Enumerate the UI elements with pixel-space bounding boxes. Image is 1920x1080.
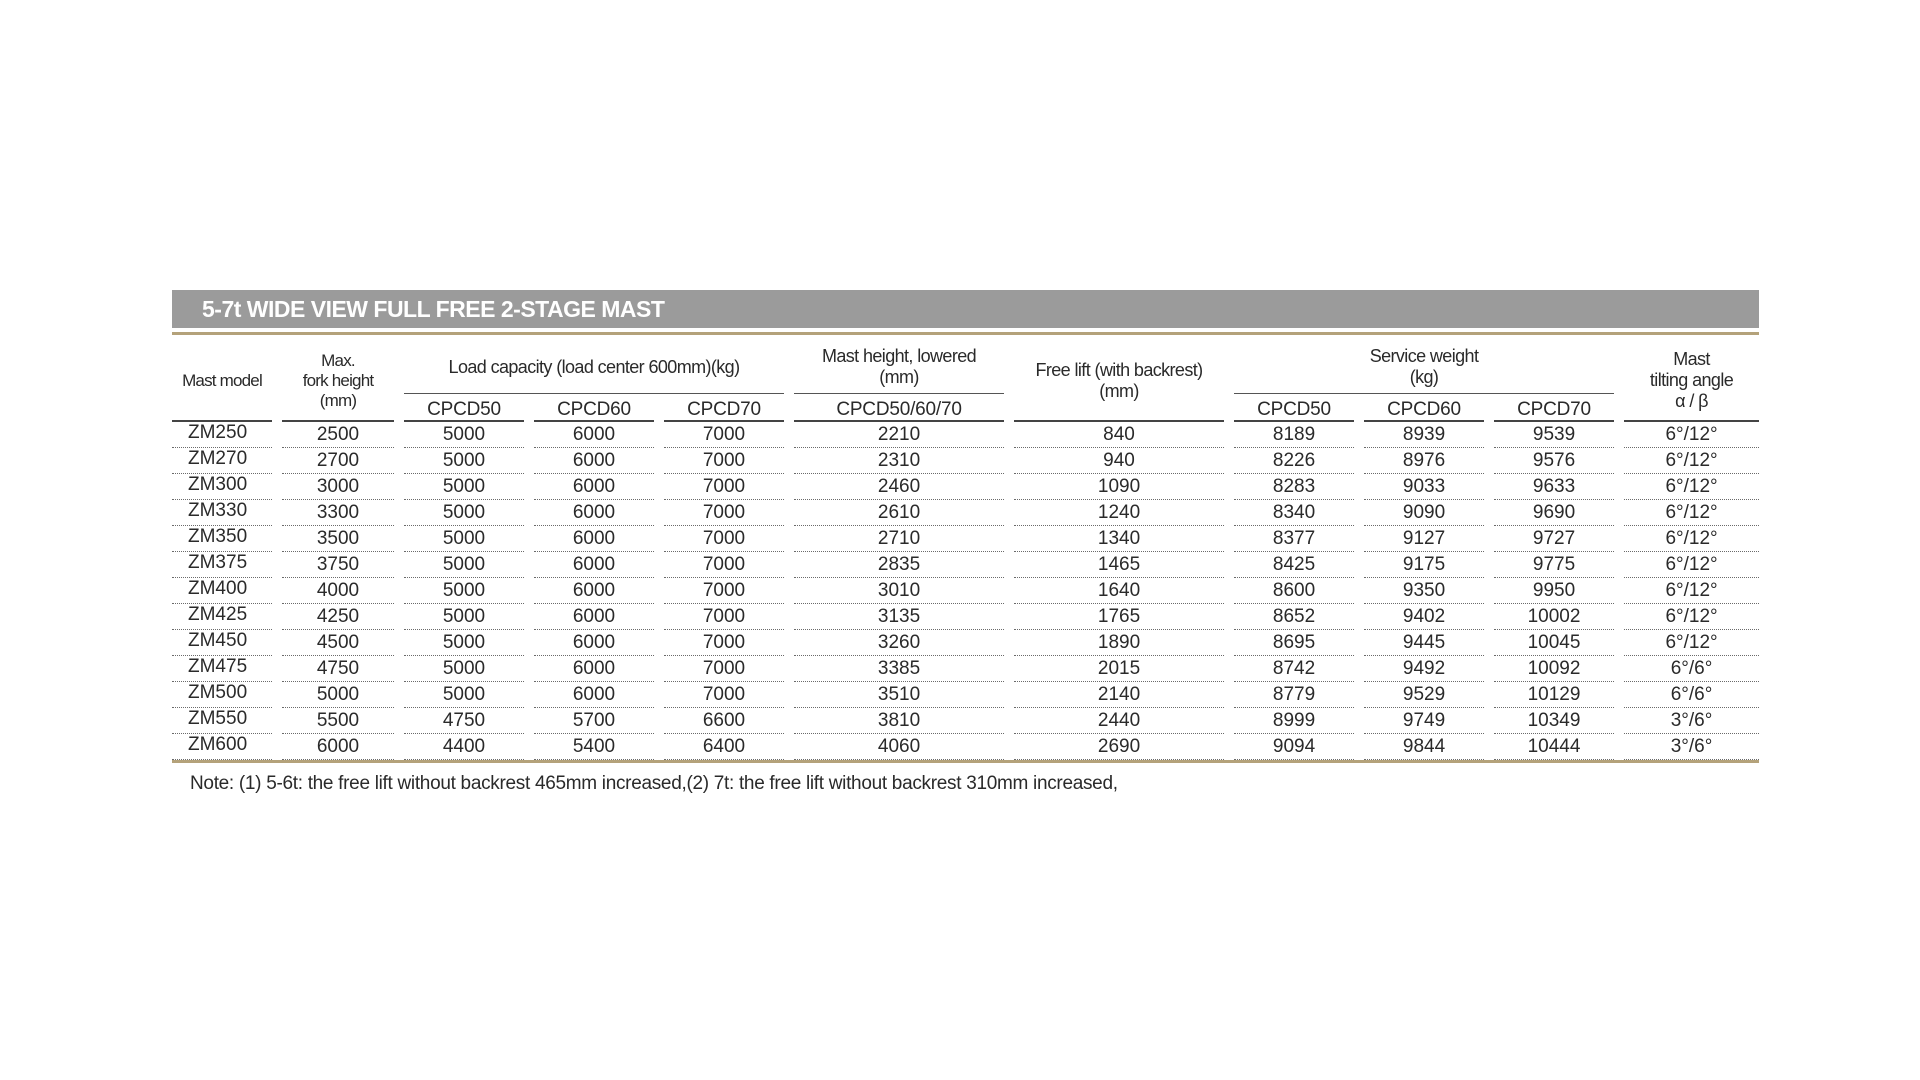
cell-free-lift: 1465: [1014, 552, 1224, 578]
cell-weight-cpcd60: 8976: [1364, 448, 1484, 474]
cell-mast-model: ZM330: [172, 500, 272, 526]
cell-weight-cpcd70: 9690: [1494, 500, 1614, 526]
table-title: 5-7t WIDE VIEW FULL FREE 2-STAGE MAST: [172, 290, 1759, 328]
cell-max-fork-height: 5000: [282, 682, 394, 708]
cell-tilt-angle: 6°/12°: [1624, 630, 1759, 656]
cell-mast-height-lowered: 2710: [794, 526, 1004, 552]
cell-tilt-angle: 6°/12°: [1624, 604, 1759, 630]
cell-load-cpcd70: 6400: [664, 734, 784, 760]
header-max-fork-height: Max. fork height (mm): [282, 335, 394, 422]
cell-weight-cpcd50: 8652: [1234, 604, 1354, 630]
cell-max-fork-height: 2500: [282, 422, 394, 448]
cell-load-cpcd70: 7000: [664, 552, 784, 578]
cell-mast-model: ZM450: [172, 630, 272, 656]
cell-mast-height-lowered: 2210: [794, 422, 1004, 448]
cell-tilt-angle: 6°/6°: [1624, 682, 1759, 708]
cell-weight-cpcd70: 9950: [1494, 578, 1614, 604]
spec-sheet: [172, 290, 1759, 795]
cell-mast-model: ZM350: [172, 526, 272, 552]
cell-load-cpcd60: 6000: [534, 682, 654, 708]
cell-max-fork-height: 4250: [282, 604, 394, 630]
header-row-sub: [172, 394, 1759, 422]
cell-weight-cpcd70: 9633: [1494, 474, 1614, 500]
cell-load-cpcd50: 5000: [404, 682, 524, 708]
cell-free-lift: 1240: [1014, 500, 1224, 526]
cell-weight-cpcd60: 9175: [1364, 552, 1484, 578]
cell-weight-cpcd60: 9529: [1364, 682, 1484, 708]
cell-weight-cpcd70: 9727: [1494, 526, 1614, 552]
cell-tilt-angle: 6°/12°: [1624, 448, 1759, 474]
cell-free-lift: 2440: [1014, 708, 1224, 734]
cell-mast-model: ZM475: [172, 656, 272, 682]
cell-max-fork-height: 4750: [282, 656, 394, 682]
cell-tilt-angle: 6°/12°: [1624, 422, 1759, 448]
table-row: [172, 448, 1759, 474]
cell-mast-height-lowered: 4060: [794, 734, 1004, 760]
table-row: [172, 682, 1759, 708]
header-weight-cpcd60: CPCD60: [1364, 394, 1484, 422]
cell-mast-height-lowered: 3385: [794, 656, 1004, 682]
cell-load-cpcd60: 6000: [534, 422, 654, 448]
cell-mast-model: ZM600: [172, 734, 272, 760]
cell-free-lift: 1890: [1014, 630, 1224, 656]
cell-load-cpcd50: 5000: [404, 630, 524, 656]
cell-mast-height-lowered: 2835: [794, 552, 1004, 578]
cell-weight-cpcd50: 8377: [1234, 526, 1354, 552]
cell-weight-cpcd60: 9350: [1364, 578, 1484, 604]
cell-free-lift: 1640: [1014, 578, 1224, 604]
cell-weight-cpcd50: 8695: [1234, 630, 1354, 656]
cell-max-fork-height: 3500: [282, 526, 394, 552]
header-mast-model: Mast model: [172, 335, 272, 422]
cell-weight-cpcd50: 8999: [1234, 708, 1354, 734]
cell-mast-height-lowered: 2310: [794, 448, 1004, 474]
table-row: [172, 630, 1759, 656]
cell-tilt-angle: 6°/12°: [1624, 474, 1759, 500]
header-service-weight: Service weight (kg): [1234, 335, 1614, 394]
cell-load-cpcd70: 7000: [664, 474, 784, 500]
header-weight-cpcd70: CPCD70: [1494, 394, 1614, 422]
cell-weight-cpcd70: 10045: [1494, 630, 1614, 656]
cell-mast-height-lowered: 3135: [794, 604, 1004, 630]
table-row: [172, 708, 1759, 734]
cell-load-cpcd70: 7000: [664, 422, 784, 448]
cell-load-cpcd50: 5000: [404, 578, 524, 604]
cell-weight-cpcd50: 8340: [1234, 500, 1354, 526]
cell-load-cpcd60: 6000: [534, 526, 654, 552]
table-row: [172, 422, 1759, 448]
cell-weight-cpcd50: 9094: [1234, 734, 1354, 760]
cell-free-lift: 2690: [1014, 734, 1224, 760]
cell-mast-model: ZM500: [172, 682, 272, 708]
cell-weight-cpcd70: 9539: [1494, 422, 1614, 448]
cell-load-cpcd70: 7000: [664, 604, 784, 630]
cell-load-cpcd60: 5700: [534, 708, 654, 734]
cell-mast-model: ZM270: [172, 448, 272, 474]
cell-load-cpcd60: 6000: [534, 474, 654, 500]
cell-load-cpcd70: 7000: [664, 500, 784, 526]
cell-load-cpcd60: 6000: [534, 604, 654, 630]
cell-weight-cpcd60: 9127: [1364, 526, 1484, 552]
table-row: [172, 552, 1759, 578]
cell-max-fork-height: 3000: [282, 474, 394, 500]
header-mast-height-models: CPCD50/60/70: [794, 394, 1004, 422]
cell-weight-cpcd60: 9402: [1364, 604, 1484, 630]
table-row: [172, 656, 1759, 682]
cell-free-lift: 940: [1014, 448, 1224, 474]
header-free-lift: Free lift (with backrest) (mm): [1014, 335, 1224, 422]
header-row-group: [172, 335, 1759, 394]
header-load-cpcd50: CPCD50: [404, 394, 524, 422]
cell-load-cpcd70: 7000: [664, 682, 784, 708]
header-mast-height: Mast height, lowered (mm): [794, 335, 1004, 394]
cell-weight-cpcd50: 8226: [1234, 448, 1354, 474]
cell-weight-cpcd60: 9844: [1364, 734, 1484, 760]
cell-load-cpcd50: 5000: [404, 526, 524, 552]
cell-load-cpcd50: 5000: [404, 422, 524, 448]
table-row: [172, 578, 1759, 604]
cell-weight-cpcd70: 10092: [1494, 656, 1614, 682]
cell-weight-cpcd60: 9492: [1364, 656, 1484, 682]
cell-max-fork-height: 5500: [282, 708, 394, 734]
table-row: [172, 734, 1759, 760]
cell-max-fork-height: 6000: [282, 734, 394, 760]
cell-max-fork-height: 4000: [282, 578, 394, 604]
cell-weight-cpcd50: 8425: [1234, 552, 1354, 578]
cell-weight-cpcd60: 9090: [1364, 500, 1484, 526]
cell-free-lift: 2015: [1014, 656, 1224, 682]
header-load-cpcd70: CPCD70: [664, 394, 784, 422]
cell-tilt-angle: 6°/12°: [1624, 578, 1759, 604]
cell-mast-height-lowered: 3810: [794, 708, 1004, 734]
cell-mast-model: ZM400: [172, 578, 272, 604]
cell-tilt-angle: 6°/12°: [1624, 526, 1759, 552]
cell-weight-cpcd70: 9576: [1494, 448, 1614, 474]
cell-tilt-angle: 6°/12°: [1624, 552, 1759, 578]
cell-mast-model: ZM375: [172, 552, 272, 578]
cell-weight-cpcd70: 10002: [1494, 604, 1614, 630]
cell-load-cpcd50: 5000: [404, 604, 524, 630]
header-load-capacity: Load capacity (load center 600mm)(kg): [404, 335, 784, 394]
cell-mast-height-lowered: 2460: [794, 474, 1004, 500]
cell-weight-cpcd50: 8283: [1234, 474, 1354, 500]
cell-mast-model: ZM550: [172, 708, 272, 734]
cell-free-lift: 1090: [1014, 474, 1224, 500]
cell-max-fork-height: 3750: [282, 552, 394, 578]
cell-load-cpcd50: 4750: [404, 708, 524, 734]
header-weight-cpcd50: CPCD50: [1234, 394, 1354, 422]
cell-mast-model: ZM425: [172, 604, 272, 630]
cell-weight-cpcd50: 8779: [1234, 682, 1354, 708]
cell-load-cpcd70: 7000: [664, 656, 784, 682]
cell-weight-cpcd50: 8189: [1234, 422, 1354, 448]
cell-free-lift: 2140: [1014, 682, 1224, 708]
cell-free-lift: 840: [1014, 422, 1224, 448]
cell-mast-height-lowered: 2610: [794, 500, 1004, 526]
cell-tilt-angle: 3°/6°: [1624, 708, 1759, 734]
header-load-cpcd60: CPCD60: [534, 394, 654, 422]
cell-load-cpcd60: 6000: [534, 578, 654, 604]
cell-weight-cpcd50: 8600: [1234, 578, 1354, 604]
table-row: [172, 474, 1759, 500]
cell-load-cpcd50: 5000: [404, 474, 524, 500]
cell-load-cpcd50: 5000: [404, 500, 524, 526]
cell-mast-model: ZM300: [172, 474, 272, 500]
cell-tilt-angle: 6°/6°: [1624, 656, 1759, 682]
cell-load-cpcd50: 5000: [404, 552, 524, 578]
cell-max-fork-height: 2700: [282, 448, 394, 474]
cell-weight-cpcd70: 9775: [1494, 552, 1614, 578]
cell-weight-cpcd60: 9033: [1364, 474, 1484, 500]
table-row: [172, 604, 1759, 630]
cell-free-lift: 1340: [1014, 526, 1224, 552]
cell-tilt-angle: 6°/12°: [1624, 500, 1759, 526]
table-body: [172, 422, 1759, 760]
cell-load-cpcd50: 5000: [404, 448, 524, 474]
cell-max-fork-height: 4500: [282, 630, 394, 656]
table-row: [172, 526, 1759, 552]
cell-tilt-angle: 3°/6°: [1624, 734, 1759, 760]
cell-load-cpcd70: 7000: [664, 630, 784, 656]
cell-load-cpcd70: 7000: [664, 448, 784, 474]
cell-load-cpcd70: 6600: [664, 708, 784, 734]
table-row: [172, 500, 1759, 526]
cell-mast-height-lowered: 3260: [794, 630, 1004, 656]
cell-load-cpcd60: 6000: [534, 500, 654, 526]
cell-max-fork-height: 3300: [282, 500, 394, 526]
cell-load-cpcd60: 6000: [534, 630, 654, 656]
cell-weight-cpcd70: 10129: [1494, 682, 1614, 708]
cell-weight-cpcd50: 8742: [1234, 656, 1354, 682]
footnote: Note: (1) 5-6t: the free lift without backrest 465mm increased,(2) 7t: the free lift without backrest 310mm increased,: [190, 773, 1118, 794]
cell-load-cpcd70: 7000: [664, 526, 784, 552]
cell-load-cpcd60: 6000: [534, 656, 654, 682]
cell-weight-cpcd70: 10444: [1494, 734, 1614, 760]
cell-load-cpcd60: 5400: [534, 734, 654, 760]
cell-mast-height-lowered: 3010: [794, 578, 1004, 604]
cell-mast-height-lowered: 3510: [794, 682, 1004, 708]
cell-weight-cpcd60: 8939: [1364, 422, 1484, 448]
cell-weight-cpcd70: 10349: [1494, 708, 1614, 734]
mast-spec-table: [162, 335, 1769, 760]
bottom-rule: [172, 760, 1759, 763]
cell-weight-cpcd60: 9749: [1364, 708, 1484, 734]
cell-load-cpcd50: 4400: [404, 734, 524, 760]
cell-load-cpcd60: 6000: [534, 448, 654, 474]
cell-load-cpcd60: 6000: [534, 552, 654, 578]
cell-weight-cpcd60: 9445: [1364, 630, 1484, 656]
cell-mast-model: ZM250: [172, 422, 272, 448]
cell-load-cpcd70: 7000: [664, 578, 784, 604]
cell-load-cpcd50: 5000: [404, 656, 524, 682]
header-tilt-angle: Mast tilting angle α / β: [1624, 335, 1759, 422]
cell-free-lift: 1765: [1014, 604, 1224, 630]
